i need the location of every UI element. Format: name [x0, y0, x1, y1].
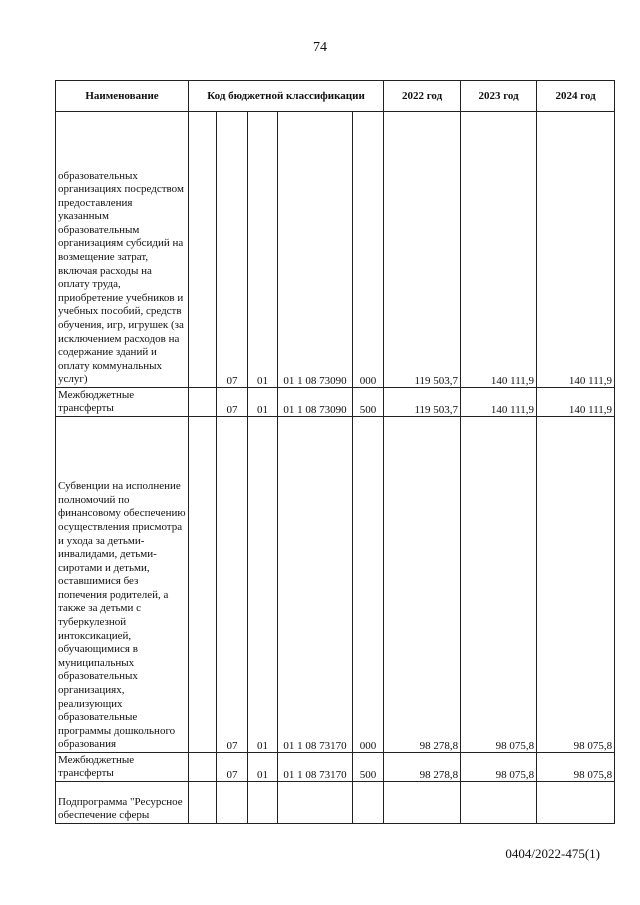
code-cell [189, 782, 217, 824]
row-name: Субвенции на исполнение полномочий по финансовому обеспечению осуществления присмотра и ухода за детьми-инвалидами, детьми-сиротами и детьми, оставшимися без попечения родителей, а также за детьми с туберкулезной интоксикацией, обучающимися в муниципальных образовательных организациях, реализующих образовательные программы дошкольного образования [56, 417, 189, 753]
code-section: 07 [217, 388, 248, 417]
table-row [56, 753, 615, 782]
code-target-article: 01 1 08 73170 [278, 417, 353, 753]
value-2023 [461, 782, 537, 824]
value-2024: 98 075,8 [537, 417, 615, 753]
code-target-article: 01 1 08 73170 [278, 753, 353, 782]
header-code: Код бюджетной классификации [189, 81, 384, 112]
code-expense-type: 000 [353, 417, 384, 753]
code-cell [189, 388, 217, 417]
value-2023: 140 111,9 [461, 112, 537, 388]
code-subsection: 01 [248, 388, 278, 417]
table-row [56, 112, 615, 388]
code-target-article: 01 1 08 73090 [278, 388, 353, 417]
row-name: Межбюджетные трансферты [56, 753, 189, 782]
code-cell [189, 417, 217, 753]
header-row [56, 81, 615, 112]
code-target-article [278, 782, 353, 824]
value-2022: 119 503,7 [384, 112, 461, 388]
budget-table [55, 80, 615, 824]
value-2023: 98 075,8 [461, 753, 537, 782]
table-row [56, 417, 615, 753]
value-2022 [384, 782, 461, 824]
value-2023: 140 111,9 [461, 388, 537, 417]
row-name: Межбюджетные трансферты [56, 388, 189, 417]
table-row [56, 782, 615, 824]
code-target-article: 01 1 08 73090 [278, 112, 353, 388]
code-expense-type: 500 [353, 388, 384, 417]
value-2024 [537, 782, 615, 824]
code-subsection: 01 [248, 112, 278, 388]
code-expense-type: 000 [353, 112, 384, 388]
row-name: образовательных организациях посредством предоставления указанным образовательным организациям субсидий на возмещение затрат, включая расходы на оплату труда, приобретение учебников и учебных пособий, средств обучения, игр, игрушек (за исключением расходов на содержание зданий и оплату коммунальных услуг) [56, 112, 189, 388]
code-section: 07 [217, 417, 248, 753]
header-2024: 2024 год [537, 81, 615, 112]
header-2022: 2022 год [384, 81, 461, 112]
code-expense-type: 500 [353, 753, 384, 782]
page-number: 74 [313, 40, 327, 55]
value-2024: 98 075,8 [537, 753, 615, 782]
header-2023: 2023 год [461, 81, 537, 112]
code-section [217, 782, 248, 824]
row-name: Подпрограмма "Ресурсное обеспечение сферы [56, 782, 189, 824]
value-2022: 98 278,8 [384, 417, 461, 753]
code-cell [189, 753, 217, 782]
value-2022: 98 278,8 [384, 753, 461, 782]
value-2024: 140 111,9 [537, 112, 615, 388]
code-section: 07 [217, 753, 248, 782]
header-name: Наименование [56, 81, 189, 112]
code-expense-type [353, 782, 384, 824]
value-2024: 140 111,9 [537, 388, 615, 417]
code-subsection [248, 782, 278, 824]
value-2023: 98 075,8 [461, 417, 537, 753]
code-subsection: 01 [248, 753, 278, 782]
document-code: 0404/2022-475(1) [505, 846, 600, 861]
code-subsection: 01 [248, 417, 278, 753]
code-cell [189, 112, 217, 388]
value-2022: 119 503,7 [384, 388, 461, 417]
table-row [56, 388, 615, 417]
code-section: 07 [217, 112, 248, 388]
